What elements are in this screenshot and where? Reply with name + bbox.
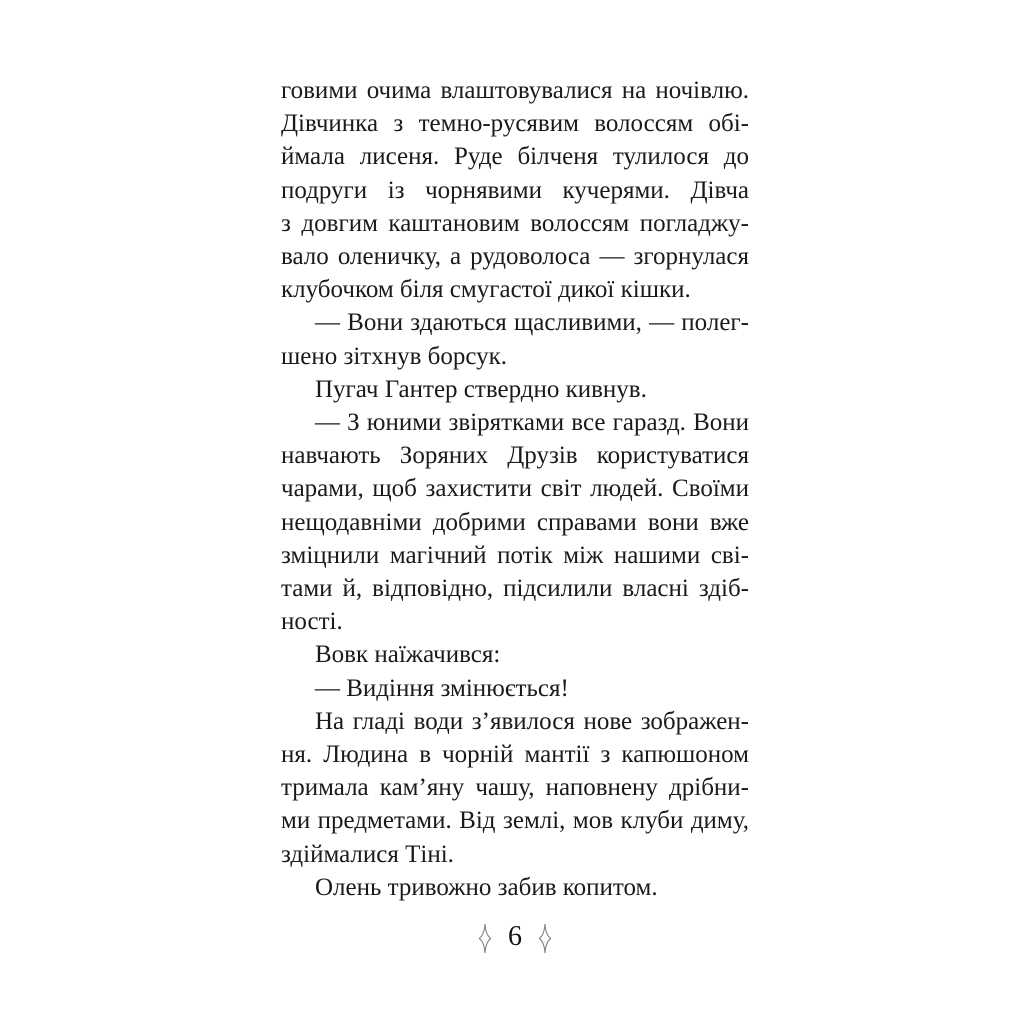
text-line: — Вони здаються щасливими, — полег- xyxy=(315,309,749,337)
paragraph xyxy=(281,373,749,406)
text-line: тами й, відповідно, підсилили власні здіб- xyxy=(281,575,749,603)
text-line: ня. Людина в чорній мантії з капюшоном xyxy=(281,741,749,769)
text-line: шено зітхнув борсук. xyxy=(281,342,508,370)
text-line: Дівчинка з темно-русявим волоссям обі- xyxy=(281,110,749,138)
text-line: навчають Зоряних Друзів користуватися xyxy=(281,442,749,470)
page-footer xyxy=(281,918,749,958)
text-line: здіймалися Тіні. xyxy=(281,840,454,868)
paragraph xyxy=(281,306,749,372)
text-line: ності. xyxy=(281,608,343,636)
text-line: подруги із чорнявими кучерями. Дівча xyxy=(281,176,749,204)
text-line: нещодавніми добрими справами вони вже xyxy=(281,508,749,536)
text-line: — Видіння змінюється! xyxy=(315,674,569,702)
text-line: з довгим каштановим волоссям погладжу- xyxy=(281,209,749,237)
paragraph xyxy=(281,638,749,671)
text-line: Пугач Гантер ствердно кивнув. xyxy=(315,375,647,403)
text-line: ймала лисеня. Руде білченя тулилося до xyxy=(281,143,749,171)
text-line: ми предметами. Від землі, мов клуби диму, xyxy=(281,807,749,835)
text-line: чарами, щоб захистити світ людей. Своїми xyxy=(281,475,749,503)
text-line: Олень тривожно забив копитом. xyxy=(315,873,658,901)
paragraph xyxy=(281,406,749,638)
text-line: зміцнили магічний потік між нашими сві- xyxy=(281,541,749,569)
sparkle-icon xyxy=(479,923,491,954)
page-number: 6 xyxy=(508,921,522,952)
text-line: Вовк наїжачився: xyxy=(315,641,501,669)
paragraph xyxy=(281,871,749,904)
text-line: тримала кам’яну чашу, наповнену дрібни- xyxy=(281,774,749,802)
text-line: клубочком біля смугастої дикої кішки. xyxy=(281,276,691,304)
page-text xyxy=(281,74,749,904)
paragraph xyxy=(281,705,749,871)
paragraph xyxy=(281,672,749,705)
text-line: — З юними звірятками все гаразд. Вони xyxy=(315,409,749,437)
text-line: вало оленичку, а рудоволоса — згорнулася xyxy=(281,243,749,271)
text-line: говими очима влаштовувалися на ночівлю. xyxy=(281,77,749,104)
paragraph xyxy=(281,74,749,306)
sparkle-icon xyxy=(539,923,551,954)
text-line: На гладі води з’явилося нове зображен- xyxy=(315,707,749,735)
